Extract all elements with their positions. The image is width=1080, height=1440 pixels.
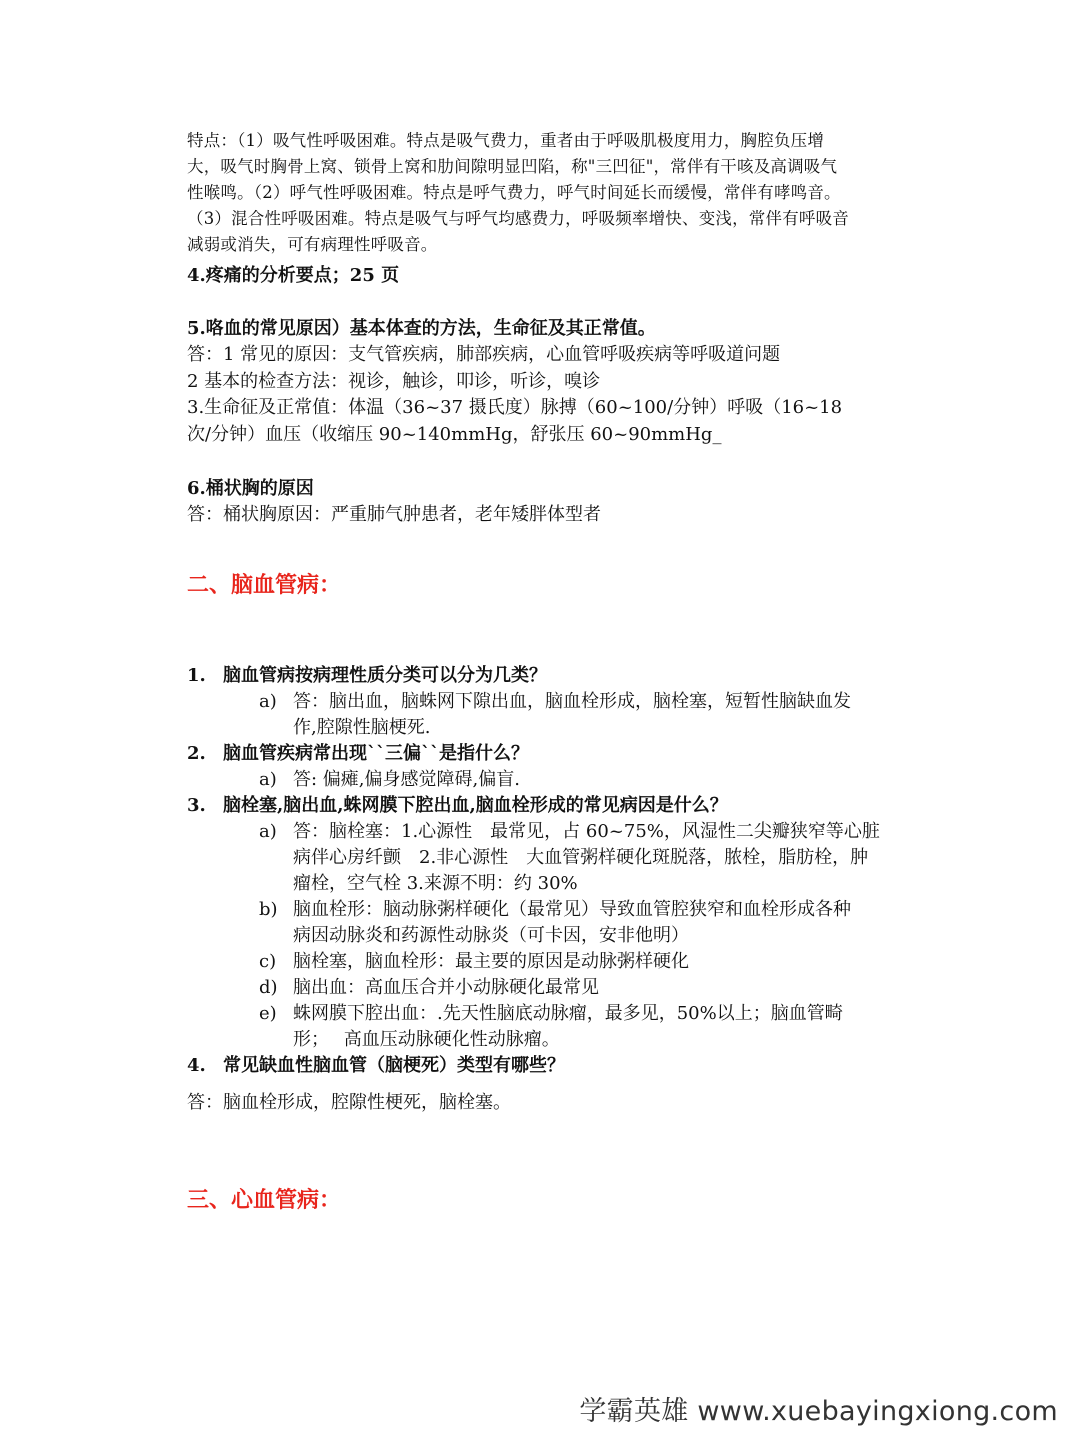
text-line: 形； 高血压动脉硬化性动脉瘤。	[293, 1029, 560, 1050]
question-title: 脑血管疾病常出现``三偏``是指什么？	[223, 743, 529, 764]
list-item	[187, 793, 907, 1053]
section-heading-cardiovascular: 三、心血管病：	[187, 1188, 342, 1213]
breathing-difficulty-intro	[187, 128, 907, 258]
text-line: 减弱或消失，可有病理性呼吸音。	[187, 235, 438, 254]
answer-item	[223, 767, 907, 793]
text-line: （3）混合性呼吸困难。特点是吸气与呼气均感费力，呼吸频率增快、变浅，常伴有呼吸音	[187, 209, 849, 228]
text-line: 答：脑出血，脑蛛网下隙出血，脑血栓形成，脑栓塞，短暂性脑缺血发	[293, 691, 851, 712]
text-line: 性喉鸣。（2）呼气性呼吸困难。特点是呼气费力，呼气时间延长而缓慢，常伴有哮鸣音。	[187, 183, 841, 202]
text-line: 答：1 常见的原因：支气管疾病，肺部疾病，心血管呼吸疾病等呼吸道问题	[187, 344, 781, 365]
answer-letter: b)	[259, 899, 278, 920]
text-line: 脑血栓形：脑动脉粥样硬化（最常见）导致血管腔狭窄和血栓形成各种	[293, 899, 851, 920]
answer-item	[223, 819, 907, 897]
answer-letter: e)	[259, 1003, 277, 1024]
text-line: 2 基本的检查方法：视诊，触诊，叩诊，听诊，嗅诊	[187, 370, 601, 392]
question-6-answer: 答：桶状胸原因：严重肺气肿患者，老年矮胖体型者	[187, 504, 601, 525]
text-line: 蛛网膜下腔出血：.先天性脑底动脉瘤，最多见，50%以上；脑血管畸	[293, 1003, 843, 1024]
text-line: 答：脑栓塞：1.心源性 最常见，占 60~75%，风湿性二尖瓣狭窄等心脏	[293, 821, 880, 842]
cerebrovascular-q4-answer: 答：脑血栓形成，腔隙性梗死，脑栓塞。	[187, 1092, 511, 1113]
text-line: 作,腔隙性脑梗死.	[293, 717, 431, 738]
question-number: 4.	[187, 1055, 206, 1076]
text-line: 病因动脉炎和药源性动脉炎（可卡因，安非他明）	[293, 925, 689, 946]
list-item	[187, 1053, 907, 1079]
question-number: 1.	[187, 665, 206, 686]
answer-letter: a)	[259, 769, 277, 790]
question-title: 常见缺血性脑血管（脑梗死）类型有哪些？	[223, 1055, 565, 1076]
answer-letter: a)	[259, 691, 277, 712]
question-6-title: 6.桶状胸的原因	[187, 478, 314, 499]
answer-letter: a)	[259, 821, 277, 842]
question-5-title: 5.咯血的常见原因）基本体查的方法，生命征及其正常值。	[187, 318, 656, 339]
question-number: 2.	[187, 743, 206, 764]
list-item	[187, 741, 907, 793]
question-title: 脑栓塞,脑出血,蛛网膜下腔出血,脑血栓形成的常见病因是什么？	[223, 795, 728, 816]
text-line: 次/分钟）血压（收缩压 90~140mmHg，舒张压 60~90mmHg_	[187, 423, 722, 445]
text-line: 3.生命征及正常值：体温（36~37 摄氏度）脉搏（60~100/分钟）呼吸（16~18	[187, 397, 843, 418]
text-line: 大，吸气时胸骨上窝、锁骨上窝和肋间隙明显凹陷，称"三凹征"，常伴有干咳及高调吸气	[187, 157, 838, 176]
answer-item	[223, 689, 907, 741]
answer-letter: c)	[259, 951, 277, 972]
answer-item	[223, 975, 907, 1001]
text-line: 特点：（1）吸气性呼吸困难。特点是吸气费力，重者由于呼吸肌极度用力，胸腔负压增	[187, 131, 825, 150]
answer-item	[223, 949, 907, 975]
text-line: 瘤栓，空气栓 3.来源不明：约 30%	[293, 873, 578, 894]
text-line: 脑出血：高血压合并小动脉硬化最常见	[293, 977, 599, 998]
question-number: 3.	[187, 795, 206, 816]
question-title: 脑血管病按病理性质分类可以分为几类？	[223, 665, 547, 686]
answer-letter: d)	[259, 977, 278, 998]
site-watermark: 学霸英雄 www.xuebayingxiong.com	[579, 1396, 1058, 1427]
cerebrovascular-question-list	[187, 663, 907, 1079]
list-item	[187, 663, 907, 741]
text-line: 答: 偏瘫,偏身感觉障碍,偏盲.	[293, 769, 520, 790]
section-heading-cerebrovascular: 二、脑血管病：	[187, 573, 342, 598]
text-line: 病伴心房纤颤 2.非心源性 大血管粥样硬化斑脱落，脓栓，脂肪栓，肿	[293, 847, 869, 868]
answer-item	[223, 1001, 907, 1053]
answer-item	[223, 897, 907, 949]
question-5-answer	[187, 342, 907, 448]
question-4-pain: 4.疼痛的分析要点；25 页	[187, 265, 400, 286]
text-line: 脑栓塞，脑血栓形：最主要的原因是动脉粥样硬化	[293, 951, 689, 972]
